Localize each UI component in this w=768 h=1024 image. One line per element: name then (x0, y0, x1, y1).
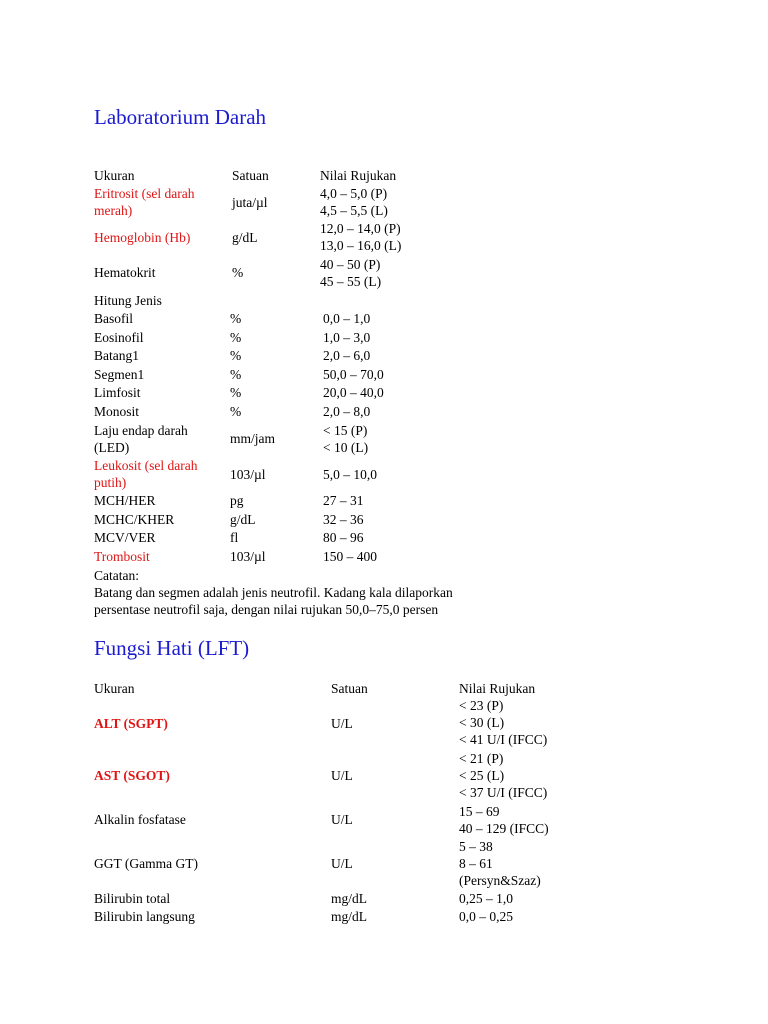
row-name-line: (LED) (94, 440, 130, 455)
row-name-line: Trombosit (94, 549, 150, 564)
row-name-line: MCH/HER (94, 493, 156, 508)
row-ref-line: < 10 (L) (323, 440, 369, 455)
lft-row-ref-line: < 37 U/I (IFCC) (459, 785, 548, 800)
row-unit: 103/µl (230, 549, 266, 564)
row-ref-line: 13,0 – 16,0 (L) (320, 238, 402, 253)
row-name-line: Laju endap darah (94, 423, 188, 438)
lft-row-ref-line: 15 – 69 (459, 804, 500, 819)
row-unit: g/dL (230, 512, 256, 527)
header-ukuran: Ukuran (94, 681, 135, 696)
row-ref-line: 0,0 – 1,0 (323, 311, 371, 326)
row-unit: % (232, 265, 244, 280)
row-name-line: Hematokrit (94, 265, 156, 280)
lft-row-ref-line: < 21 (P) (459, 751, 504, 766)
row-unit: pg (230, 493, 244, 508)
row-unit: juta/µl (232, 195, 268, 210)
row-unit: g/dL (232, 230, 258, 245)
row-name-line: Hemoglobin (Hb) (94, 230, 191, 245)
lft-row-ref-line: 0,0 – 0,25 (459, 909, 513, 924)
row-name-line: MCV/VER (94, 530, 156, 545)
row-ref-line: 12,0 – 14,0 (P) (320, 221, 401, 236)
row-ref-line: 4,5 – 5,5 (L) (320, 203, 388, 218)
row-name-line: putih) (94, 475, 127, 490)
row-ref-line: 5,0 – 10,0 (323, 467, 377, 482)
row-name-line: merah) (94, 203, 133, 218)
lft-row-ref-line: < 30 (L) (459, 715, 505, 730)
row-unit: % (230, 367, 242, 382)
note-line: Batang dan segmen adalah jenis neutrofil. Kadang kala dilaporkan (94, 585, 453, 600)
row-unit: % (230, 404, 242, 419)
note-line: persentase neutrofil saja, dengan nilai rujukan 50,0–75,0 persen (94, 602, 439, 617)
row-name-line: Eosinofil (94, 330, 144, 345)
lft-row-name: GGT (Gamma GT) (94, 856, 198, 871)
row-ref-line: 32 – 36 (323, 512, 364, 527)
row-ref-line: 4,0 – 5,0 (P) (320, 186, 388, 201)
row-name-line: Limfosit (94, 385, 141, 400)
lft-row-ref-line: 5 – 38 (459, 839, 493, 854)
lft-row-ref-line: 0,25 – 1,0 (459, 891, 513, 906)
header-satuan: Satuan (331, 681, 368, 696)
row-name-line: Segmen1 (94, 367, 145, 382)
row-unit: fl (230, 530, 239, 545)
row-name-line: Batang1 (94, 348, 139, 363)
row-ref-line: 40 – 50 (P) (320, 257, 381, 272)
lft-row-ref-line: < 41 U/I (IFCC) (459, 732, 548, 747)
row-name-line: Monosit (94, 404, 140, 419)
lft-row-unit: U/L (331, 716, 353, 731)
row-ref-line: 150 – 400 (323, 549, 377, 564)
lft-row-ref-line: < 23 (P) (459, 698, 504, 713)
lft-row-ref-line: 8 – 61 (459, 856, 493, 871)
row-unit: mm/jam (230, 431, 275, 446)
header-ukuran: Ukuran (94, 168, 135, 183)
header-satuan: Satuan (232, 168, 269, 183)
lft-row-ref-line: < 25 (L) (459, 768, 505, 783)
lft-row-name: ALT (SGPT) (94, 716, 168, 731)
lft-row-unit: mg/dL (331, 909, 367, 924)
row-unit: % (230, 348, 242, 363)
row-name-line: Hitung Jenis (94, 293, 162, 308)
lft-row-name: Alkalin fosfatase (94, 812, 186, 827)
row-unit: % (230, 385, 242, 400)
lft-row-ref-line: (Persyn&Szaz) (459, 873, 541, 888)
row-name-line: MCHC/KHER (94, 512, 175, 527)
row-ref-line: 27 – 31 (323, 493, 364, 508)
section-title-lft: Fungsi Hati (LFT) (94, 636, 250, 660)
header-nilai-rujukan: Nilai Rujukan (320, 168, 397, 183)
row-ref-line: 2,0 – 6,0 (323, 348, 371, 363)
lft-row-name: Bilirubin total (94, 891, 171, 906)
row-ref-line: 80 – 96 (323, 530, 364, 545)
section-title-darah: Laboratorium Darah (94, 105, 267, 129)
row-unit: 103/µl (230, 467, 266, 482)
row-unit: % (230, 311, 242, 326)
lft-row-unit: U/L (331, 768, 353, 783)
row-ref-line: 2,0 – 8,0 (323, 404, 371, 419)
header-nilai-rujukan: Nilai Rujukan (459, 681, 536, 696)
lft-row-unit: U/L (331, 856, 353, 871)
lft-row-ref-line: 40 – 129 (IFCC) (459, 821, 549, 836)
row-name-line: Basofil (94, 311, 133, 326)
row-ref-line: 50,0 – 70,0 (323, 367, 384, 382)
row-name-line: Eritrosit (sel darah (94, 186, 195, 201)
lft-row-name: AST (SGOT) (94, 768, 170, 783)
lft-row-unit: mg/dL (331, 891, 367, 906)
lft-row-unit: U/L (331, 812, 353, 827)
note-label: Catatan: (94, 568, 139, 583)
row-ref-line: 20,0 – 40,0 (323, 385, 384, 400)
lft-row-name: Bilirubin langsung (94, 909, 195, 924)
row-unit: % (230, 330, 242, 345)
row-ref-line: 1,0 – 3,0 (323, 330, 371, 345)
row-ref-line: 45 – 55 (L) (320, 274, 382, 289)
row-ref-line: < 15 (P) (323, 423, 368, 438)
row-name-line: Leukosit (sel darah (94, 458, 198, 473)
